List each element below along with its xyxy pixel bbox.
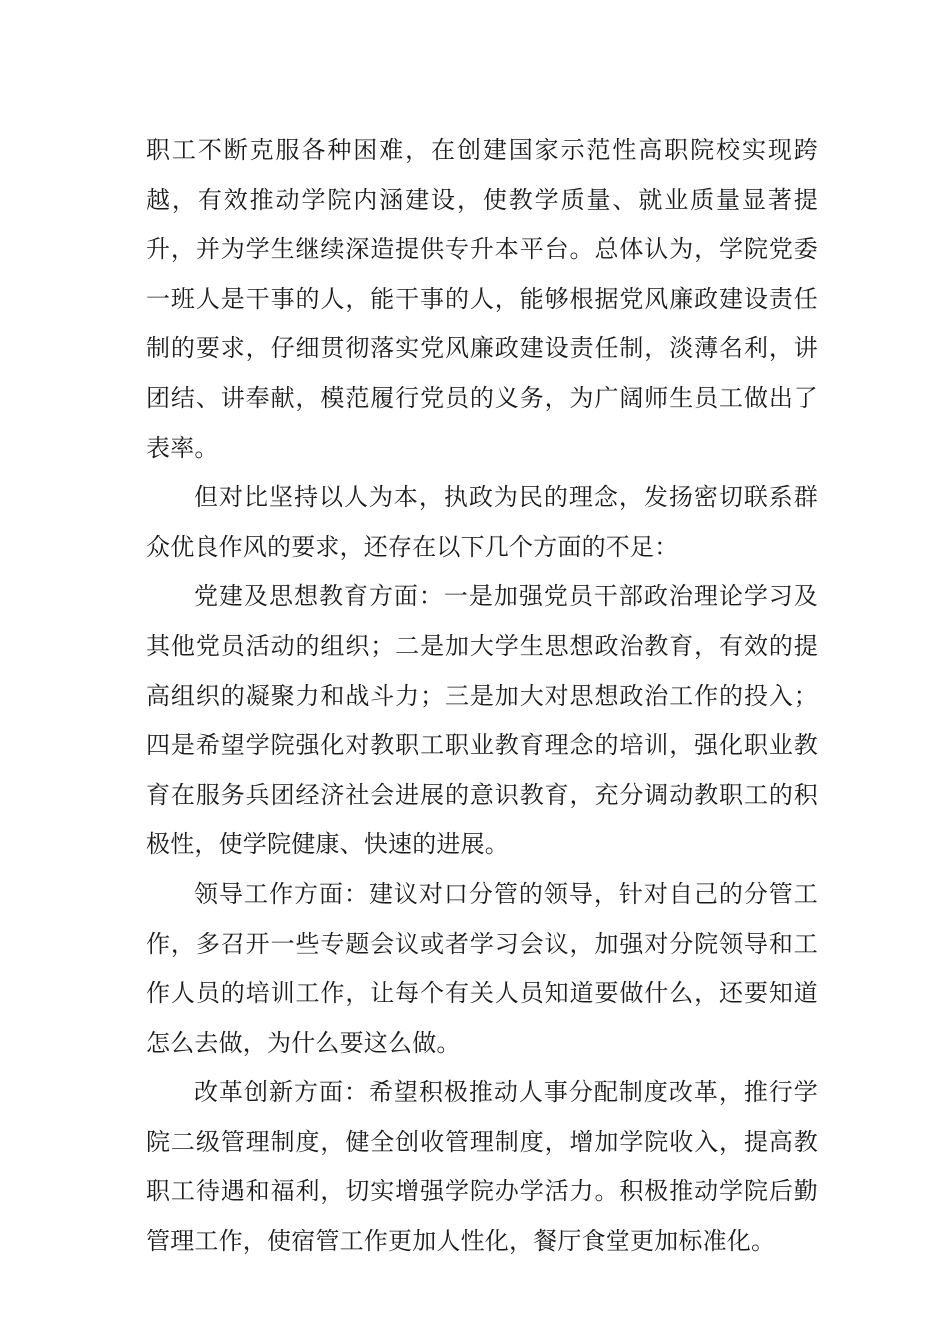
paragraph-party-building: 党建及思想教育方面：一是加强党员干部政治理论学习及其他党员活动的组织；二是加大学生思想政治教育，有效的提高组织的凝聚力和战斗力；三是加大对思想政治工作的投入；四是希望学院强化对教职工职业教育理念的培训，强化职业教育在服务兵团经济社会进展的意识教育，充分调动教职工的积极性，使学院健康、快速的进展。 (146, 582, 818, 859)
paragraph-continuation: 职工不断克服各种困难，在创建国家示范性高职院校实现跨越，有效推动学院内涵建设，使教学质量、就业质量显著提升，并为学生继续深造提供专升本平台。总体认为，学院党委一班人是干事的人，能干事的人，能够根据党风廉政建设责任制的要求，仔细贯彻落实党风廉政建设责任制，淡薄名利，讲团结、讲奉献，模范履行党员的义务，为广阔师生员工做出了表率。 (146, 136, 818, 462)
paragraph-reform: 改革创新方面：希望积极推动人事分配制度改革，推行学院二级管理制度，健全创收管理制度，增加学院收入，提高教职工待遇和福利，切实增强学院办学活力。积极推动学院后勤管理工作，使宿管工作更加人性化，餐厅食堂更加标准化。 (146, 1078, 818, 1256)
paragraph-leadership: 领导工作方面：建议对口分管的领导，针对自己的分管工作，多召开一些专题会议或者学习会议，加强对分院领导和工作人员的培训工作，让每个有关人员知道要做什么，还要知道怎么去做，为什么要这么做。 (146, 879, 818, 1057)
paragraph-shortcomings-intro: 但对比坚持以人为本，执政为民的理念，发扬密切联系群众优良作风的要求，还存在以下几个方面的不足： (146, 483, 818, 561)
document-body (146, 126, 818, 1267)
